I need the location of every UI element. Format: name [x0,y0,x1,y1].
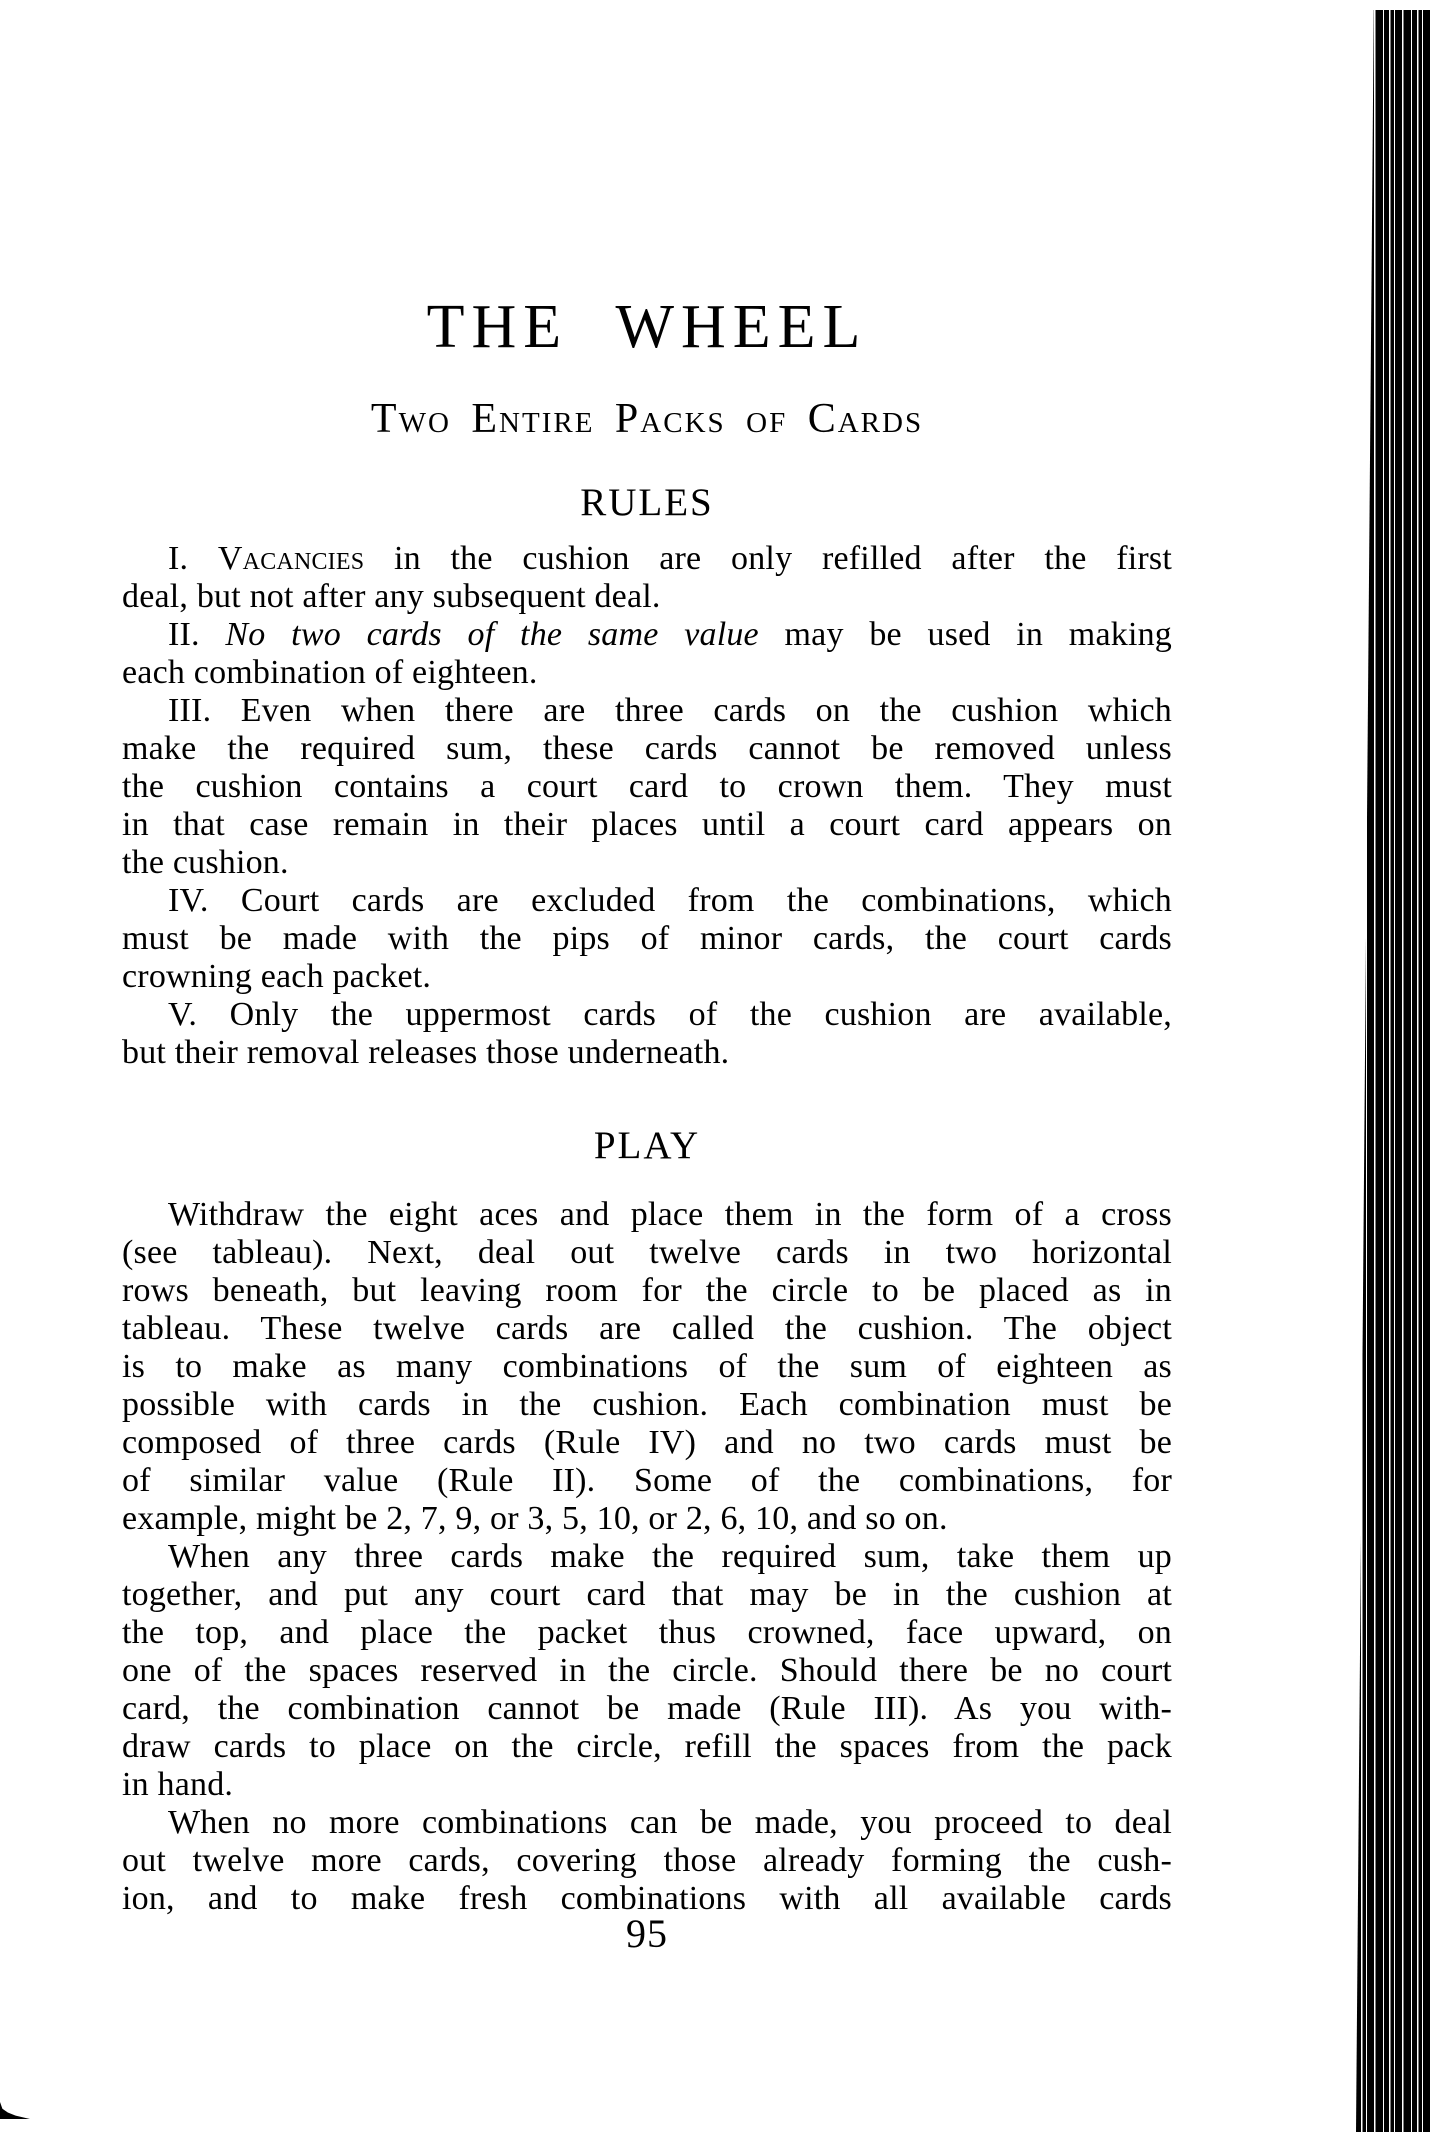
text-line [122,920,1172,958]
text-line [122,1424,1172,1462]
text-segment-normal: composed of three cards (Rule IV) and no two cards must be [122,1424,1172,1461]
text-line [122,1614,1172,1652]
text-segment-normal: rows beneath, but leaving room for the circle to be placed as in [122,1272,1172,1309]
text-segment-normal: I. [168,540,218,577]
text-line [122,1766,1172,1804]
text-line [122,996,1172,1034]
paragraph [122,1196,1172,1538]
text-segment-normal: V. Only the uppermost cards of the cushion are available, [168,996,1172,1033]
text-segment-normal: of similar value (Rule II). Some of the combinations, for [122,1462,1172,1499]
text-segment-normal: card, the combination cannot be made (Rule III). As you with- [122,1690,1172,1727]
text-segment-normal: (see tableau). Next, deal out twelve cards in two horizontal [122,1234,1172,1271]
page-number: 95 [626,1911,668,1956]
play-section [122,1196,1172,1918]
text-line [122,806,1172,844]
text-segment-normal: When no more combinations can be made, you proceed to deal [168,1804,1172,1841]
text-segment-normal: in that case remain in their places until a court card appears on [122,806,1172,843]
text-line [122,540,1172,578]
text-line [122,1804,1172,1842]
book-edge-scan-artifact [1356,10,1430,2132]
text-segment-normal: must be made with the pips of minor cards, the court cards [122,920,1172,957]
text-segment-normal: each combination of eighteen. [122,654,538,691]
text-segment-normal: crowning each packet. [122,958,432,995]
text-line [122,1234,1172,1272]
text-segment-normal: in hand. [122,1766,234,1803]
text-line [122,1272,1172,1310]
text-line [122,1348,1172,1386]
text-line [122,1728,1172,1766]
rules-section [122,540,1172,1072]
page-subtitle: Two Entire Packs of Cards [370,396,924,442]
text-line [122,1034,1172,1072]
text-segment-normal: the cushion. [122,844,289,881]
text-line [122,1462,1172,1500]
text-line [122,844,1172,882]
page-corner-mark [0,2102,30,2119]
text-line [122,1842,1172,1880]
text-line [122,1386,1172,1424]
text-segment-italic: No two cards of the same value [225,616,759,653]
text-segment-normal: possible with cards in the cushion. Each combination must be [122,1386,1172,1423]
text-segment-normal: is to make as many combinations of the sum of eighteen as [122,1348,1172,1385]
paragraph [122,692,1172,882]
text-segment-normal: IV. Court cards are excluded from the combinations, which [168,882,1172,919]
text-segment-normal: When any three cards make the required sum, take them up [168,1538,1172,1575]
text-segment-normal: ion, and to make fresh combinations with all available cards [122,1880,1172,1917]
play-heading: PLAY [593,1124,701,1167]
text-segment-normal: one of the spaces reserved in the circle. Should there be no court [122,1652,1172,1689]
page-title: THE WHEEL [426,293,868,361]
text-segment-normal: the cushion contains a court card to crown them. They must [122,768,1172,805]
text-line [122,1652,1172,1690]
text-line [122,730,1172,768]
text-segment-normal: in the cushion are only refilled after the first [364,540,1172,577]
text-segment-normal: make the required sum, these cards cannot be removed unless [122,730,1172,767]
text-segment-normal: draw cards to place on the circle, refill the spaces from the pack [122,1728,1172,1765]
text-segment-normal: deal, but not after any subsequent deal. [122,578,661,615]
paragraph [122,882,1172,996]
text-line [122,882,1172,920]
paragraph [122,1538,1172,1804]
paragraph [122,996,1172,1072]
text-line [122,1310,1172,1348]
text-line [122,1500,1172,1538]
text-segment-normal: tableau. These twelve cards are called the cushion. The object [122,1310,1172,1347]
text-segment-normal: the top, and place the packet thus crowned, face upward, on [122,1614,1172,1651]
text-line [122,578,1172,616]
text-line [122,768,1172,806]
text-segment-smallcaps: Vacancies [217,540,365,577]
text-line [122,1538,1172,1576]
text-line [122,1690,1172,1728]
rules-heading: RULES [580,481,714,524]
text-line [122,1196,1172,1234]
text-line [122,958,1172,996]
text-line [122,616,1172,654]
paragraph [122,540,1172,616]
text-segment-normal: may be used in making [758,616,1172,653]
text-line [122,1576,1172,1614]
text-segment-normal: but their removal releases those underneath. [122,1034,730,1071]
text-segment-normal: out twelve more cards, covering those already forming the cush- [122,1842,1172,1879]
text-line [122,654,1172,692]
text-segment-normal: III. Even when there are three cards on the cushion which [168,692,1172,729]
paragraph [122,616,1172,692]
text-segment-normal: together, and put any court card that may be in the cushion at [122,1576,1172,1613]
text-segment-normal: Withdraw the eight aces and place them in the form of a cross [168,1196,1172,1233]
text-segment-normal: II. [168,616,226,653]
paragraph [122,1804,1172,1918]
text-line [122,692,1172,730]
text-segment-normal: example, might be 2, 7, 9, or 3, 5, 10, or 2, 6, 10, and so on. [122,1500,948,1537]
